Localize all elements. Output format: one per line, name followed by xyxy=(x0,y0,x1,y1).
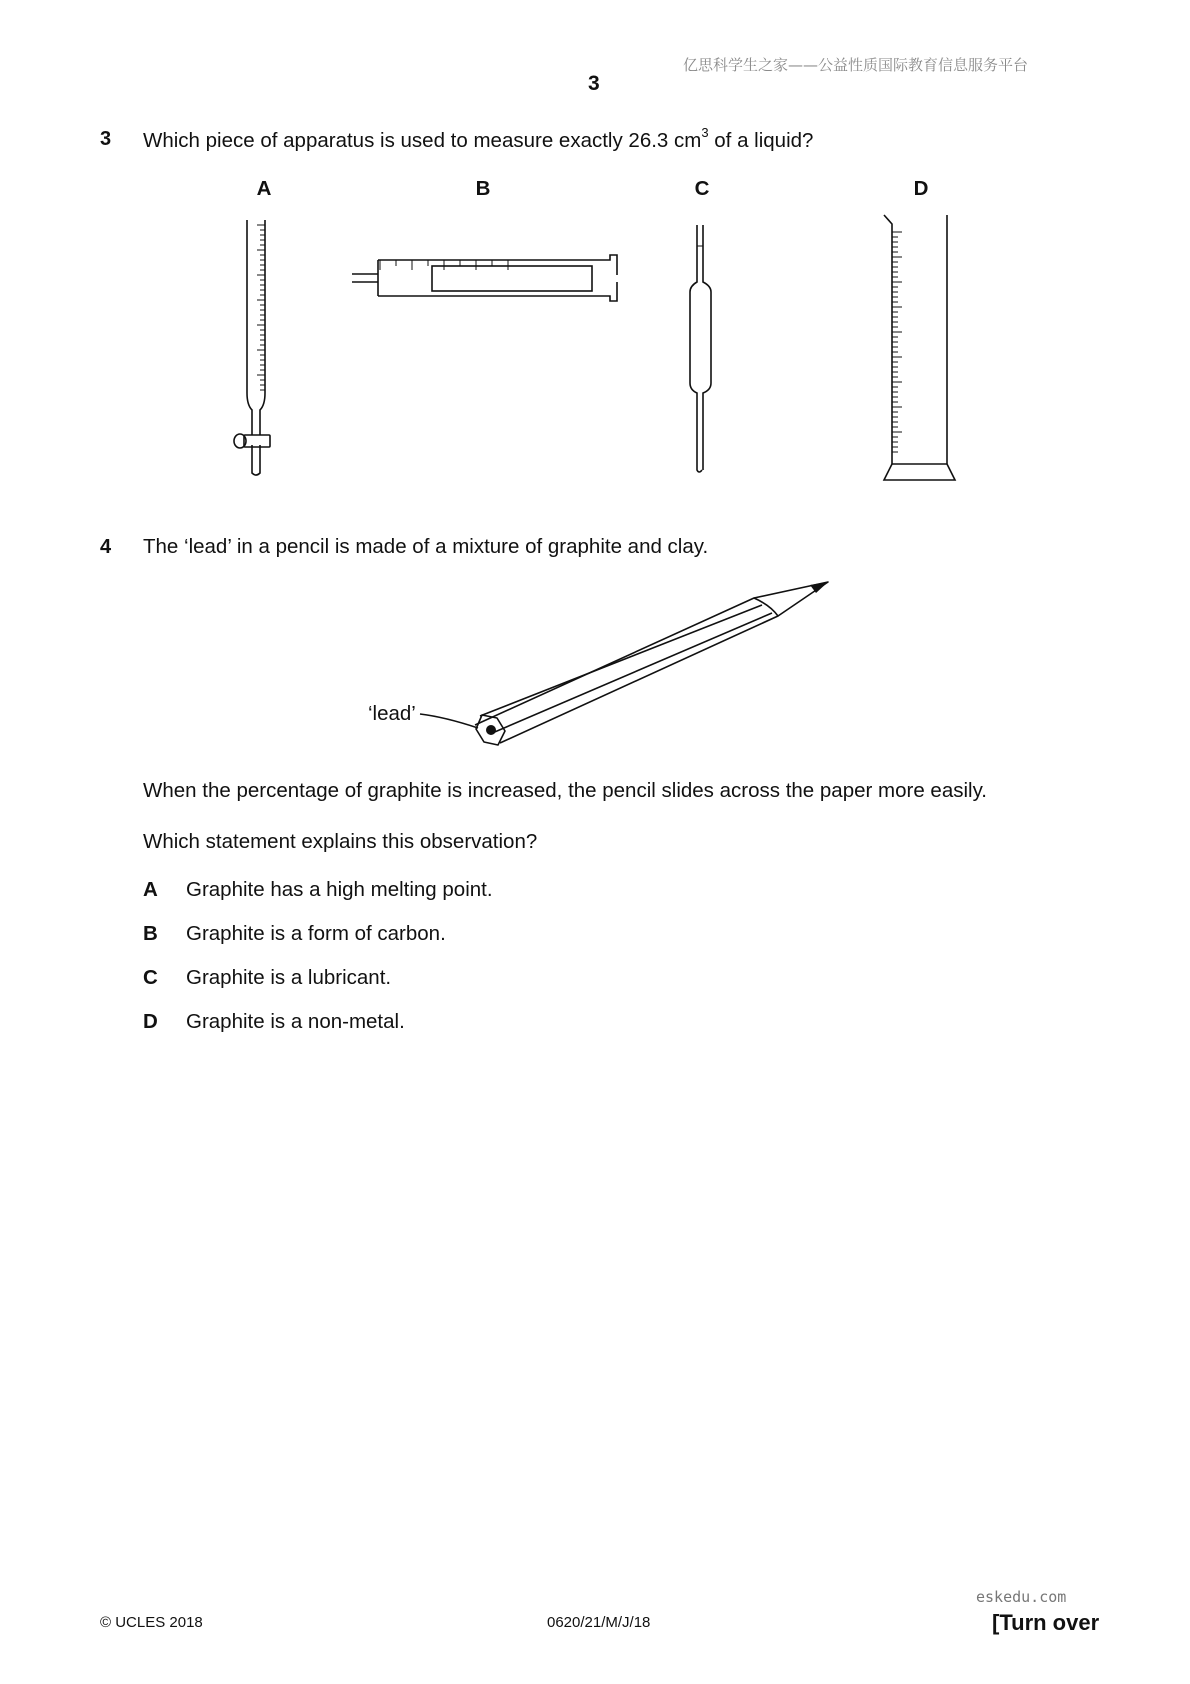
pencil-lead-label: ‘lead’ xyxy=(368,702,416,725)
question-3-text xyxy=(143,127,813,153)
option-c-text: Graphite is a lubricant. xyxy=(186,966,392,989)
option-b-letter: B xyxy=(143,922,158,945)
option-a-text: Graphite has a high melting point. xyxy=(186,878,493,901)
apparatus-label-c: C xyxy=(694,177,710,200)
apparatus-label-a: A xyxy=(256,177,272,200)
question-3-number: 3 xyxy=(100,128,112,150)
question-4-observation: When the percentage of graphite is increased, the pencil slides across the paper more easily. xyxy=(143,779,988,802)
footer-site: eskedu.com xyxy=(976,1588,1067,1606)
question-3-text-main: Which piece of apparatus is used to measure exactly 26.3 cm xyxy=(143,128,702,152)
footer-code: 0620/21/M/J/18 xyxy=(547,1614,651,1631)
pipette-icon xyxy=(680,220,720,475)
page-number: 3 xyxy=(588,72,600,95)
measuring-cylinder-icon xyxy=(870,210,965,485)
apparatus-label-b: B xyxy=(475,177,491,200)
apparatus-label-d: D xyxy=(913,177,929,200)
footer-copyright: © UCLES 2018 xyxy=(100,1614,203,1631)
question-4-intro: The ‘lead’ in a pencil is made of a mixture of graphite and clay. xyxy=(143,535,709,558)
option-d-letter: D xyxy=(143,1010,158,1033)
option-a-letter: A xyxy=(143,878,158,901)
header-watermark: 亿思科学生之家——公益性质国际教育信息服务平台 xyxy=(683,56,1029,74)
option-b-text: Graphite is a form of carbon. xyxy=(186,922,446,945)
burette-icon xyxy=(230,215,290,480)
question-4-number: 4 xyxy=(100,536,112,558)
option-c-letter: C xyxy=(143,966,158,989)
question-3-superscript: 3 xyxy=(701,125,709,140)
option-d-text: Graphite is a non-metal. xyxy=(186,1010,405,1033)
pencil-icon xyxy=(400,575,840,760)
question-4-prompt: Which statement explains this observation? xyxy=(143,830,538,853)
turn-over: [Turn over xyxy=(992,1610,1100,1635)
question-3-text-end: of a liquid? xyxy=(708,128,814,152)
syringe-icon xyxy=(350,252,625,302)
